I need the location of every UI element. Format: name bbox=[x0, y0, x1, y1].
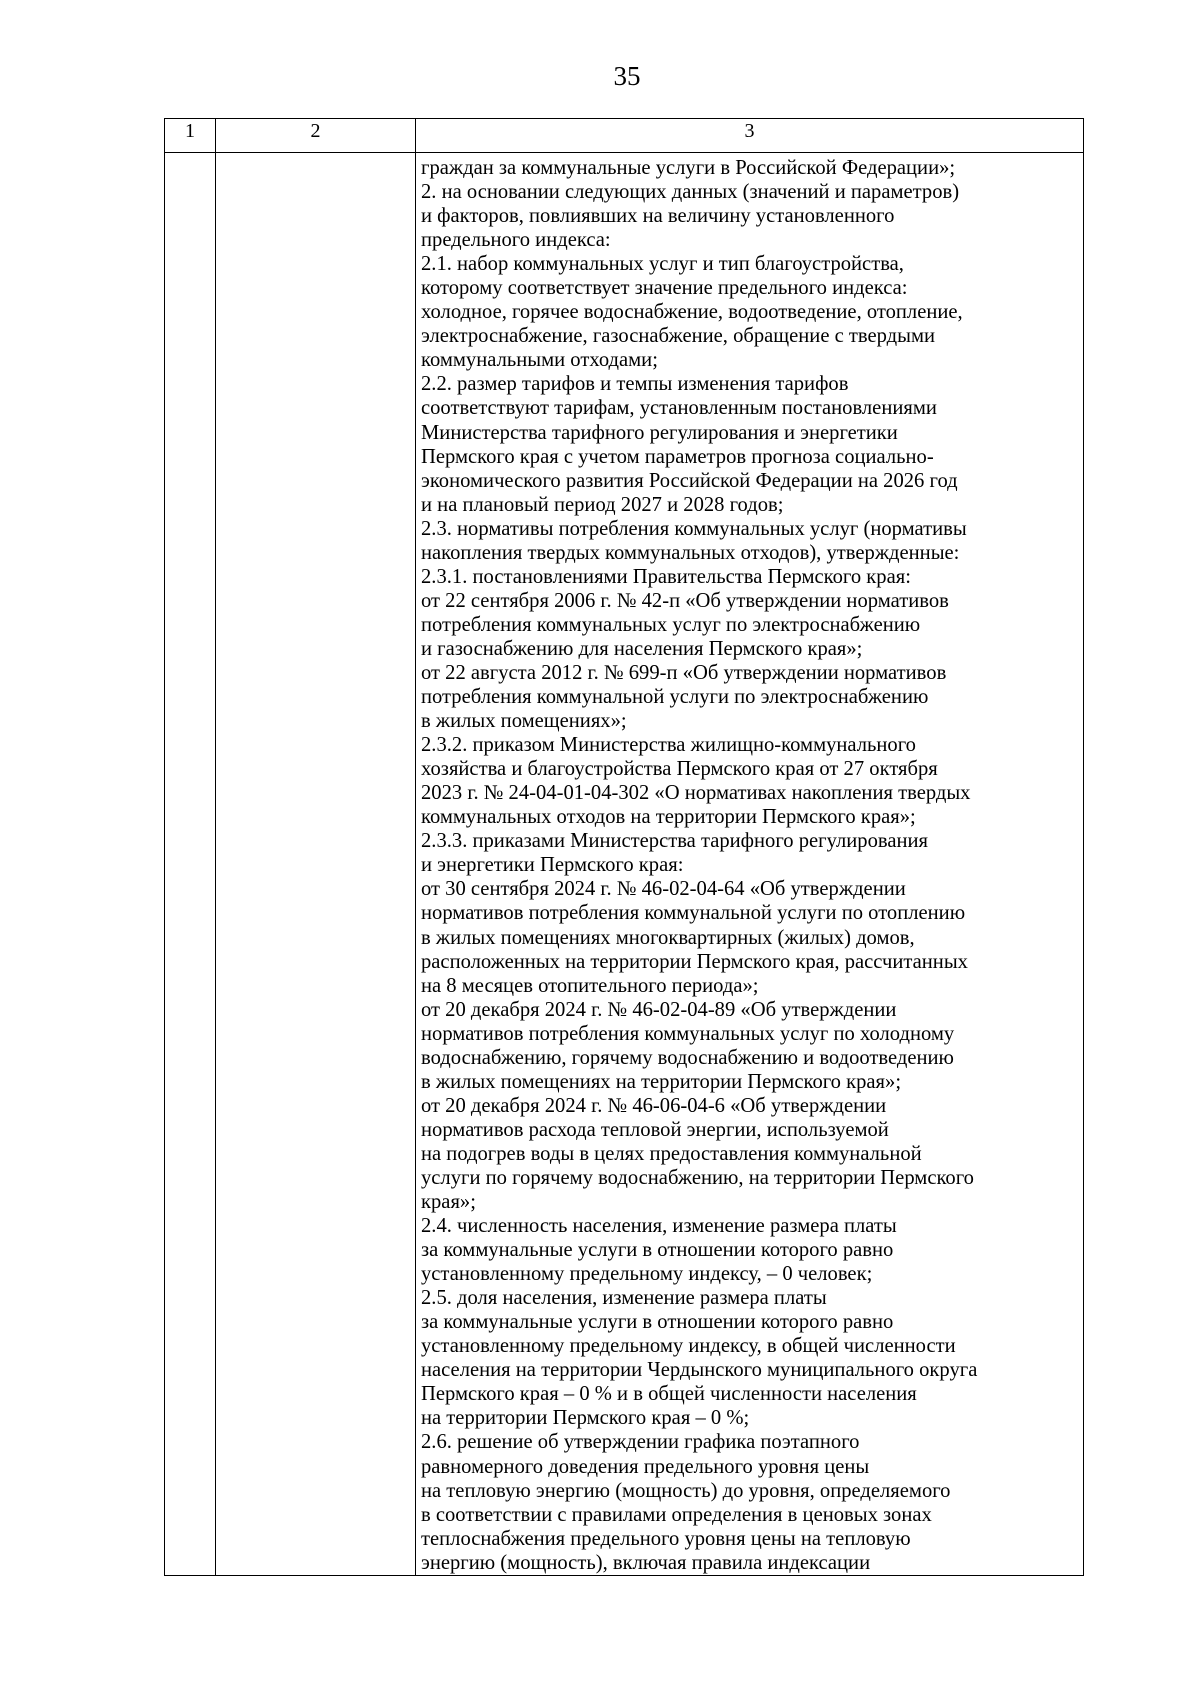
text-line: соответствуют тарифам, установленным постановлениями bbox=[421, 397, 937, 420]
text-line: за коммунальные услуги в отношении которого равно bbox=[421, 1311, 894, 1334]
text-line: края»; bbox=[421, 1191, 476, 1214]
text-line: коммунальных отходов на территории Пермского края»; bbox=[421, 806, 916, 829]
text-line: от 20 декабря 2024 г. № 46-02-04-89 «Об утверждении bbox=[421, 998, 897, 1021]
text-line: холодное, горячее водоснабжение, водоотведение, отопление, bbox=[421, 301, 963, 324]
text-line: 2023 г. № 24-04-01-04-302 «О нормативах накопления твердых bbox=[421, 782, 971, 805]
text-line: от 22 августа 2012 г. № 699-п «Об утверждении нормативов bbox=[421, 661, 947, 684]
text-line: услуги по горячему водоснабжению, на территории Пермского bbox=[421, 1166, 974, 1189]
text-line: на подогрев воды в целях предоставления коммунальной bbox=[421, 1142, 922, 1165]
text-line: от 22 сентября 2006 г. № 42-п «Об утверждении нормативов bbox=[421, 589, 949, 612]
text-line: 2.3.3. приказами Министерства тарифного регулирования bbox=[421, 830, 928, 853]
text-line: за коммунальные услуги в отношении которого равно bbox=[421, 1239, 894, 1262]
text-line: от 30 сентября 2024 г. № 46-02-04-64 «Об утверждении bbox=[421, 878, 906, 901]
column-header-3: 3 bbox=[416, 119, 1084, 153]
cell-column-1 bbox=[165, 153, 216, 1576]
text-line: в жилых помещениях на территории Пермского края»; bbox=[421, 1070, 902, 1093]
text-line: энергию (мощность), включая правила индексации bbox=[421, 1551, 871, 1574]
text-line: коммунальными отходами; bbox=[421, 349, 658, 372]
text-line: Министерства тарифного регулирования и энергетики bbox=[421, 421, 898, 444]
text-line: и факторов, повлиявших на величину установленного bbox=[421, 205, 895, 228]
text-line: и энергетики Пермского края: bbox=[421, 854, 684, 877]
text-line: Пермского края – 0 % и в общей численности населения bbox=[421, 1383, 917, 1406]
text-line: электроснабжение, газоснабжение, обращение с твердыми bbox=[421, 325, 936, 348]
text-line: в жилых помещениях»; bbox=[421, 710, 627, 733]
text-line: предельного индекса: bbox=[421, 229, 611, 252]
text-line: на тепловую энергию (мощность) до уровня, определяемого bbox=[421, 1479, 951, 1502]
text-line: водоснабжению, горячему водоснабжению и водоотведению bbox=[421, 1046, 954, 1069]
text-line: в соответствии с правилами определения в ценовых зонах bbox=[421, 1503, 932, 1526]
text-line: экономического развития Российской Федерации на 2026 год bbox=[421, 469, 958, 492]
cell-column-2 bbox=[216, 153, 416, 1576]
text-line: на территории Пермского края – 0 %; bbox=[421, 1407, 750, 1430]
text-line: равномерного доведения предельного уровня цены bbox=[421, 1455, 870, 1478]
text-line: на 8 месяцев отопительного периода»; bbox=[421, 974, 759, 997]
text-line: в жилых помещениях многоквартирных (жилых) домов, bbox=[421, 926, 915, 949]
text-line: 2.2. размер тарифов и темпы изменения тарифов bbox=[421, 373, 849, 396]
text-line: 2. на основании следующих данных (значений и параметров) bbox=[421, 181, 960, 204]
text-line: от 20 декабря 2024 г. № 46-06-04-6 «Об утверждении bbox=[421, 1094, 887, 1117]
document-table bbox=[164, 118, 1084, 1576]
text-line: и газоснабжению для населения Пермского края»; bbox=[421, 637, 863, 660]
text-line: которому соответствует значение предельного индекса: bbox=[421, 277, 908, 300]
text-line: Пермского края с учетом параметров прогноза социально- bbox=[421, 445, 934, 468]
text-line: расположенных на территории Пермского края, рассчитанных bbox=[421, 950, 968, 973]
text-line: 2.3.2. приказом Министерства жилищно-коммунального bbox=[421, 734, 916, 757]
column-header-1: 1 bbox=[165, 119, 216, 153]
text-line: нормативов потребления коммунальной услуги по отоплению bbox=[421, 902, 966, 925]
text-line: теплоснабжения предельного уровня цены на тепловую bbox=[421, 1527, 911, 1550]
text-line: граждан за коммунальные услуги в Российской Федерации»; bbox=[421, 157, 956, 179]
text-line: установленному предельному индексу, в общей численности bbox=[421, 1335, 956, 1358]
text-line: населения на территории Чердынского муниципального округа bbox=[421, 1359, 978, 1382]
text-line: потребления коммунальной услуги по электроснабжению bbox=[421, 686, 929, 709]
text-line: 2.1. набор коммунальных услуг и тип благоустройства, bbox=[421, 253, 904, 276]
text-line: 2.3.1. постановлениями Правительства Пермского края: bbox=[421, 565, 911, 588]
column-header-2: 2 bbox=[216, 119, 416, 153]
text-line: 2.6. решение об утверждении графика поэтапного bbox=[421, 1431, 860, 1454]
text-line: нормативов потребления коммунальных услуг по холодному bbox=[421, 1022, 955, 1045]
text-line: потребления коммунальных услуг по электроснабжению bbox=[421, 613, 921, 636]
text-line: 2.4. численность населения, изменение размера платы bbox=[421, 1215, 897, 1238]
table-row bbox=[165, 153, 1084, 1576]
cell-column-3 bbox=[416, 153, 1084, 1576]
text-line: и на плановый период 2027 и 2028 годов; bbox=[421, 493, 784, 516]
text-line: 2.3. нормативы потребления коммунальных услуг (нормативы bbox=[421, 517, 967, 540]
text-line: накопления твердых коммунальных отходов), утвержденные: bbox=[421, 541, 960, 564]
table-header-row bbox=[165, 119, 1084, 153]
page-number: 35 bbox=[613, 61, 641, 91]
text-line: нормативов расхода тепловой энергии, используемой bbox=[421, 1118, 889, 1141]
text-line: 2.5. доля населения, изменение размера платы bbox=[421, 1287, 827, 1310]
text-line: установленному предельному индексу, – 0 человек; bbox=[421, 1263, 873, 1286]
text-line: хозяйства и благоустройства Пермского края от 27 октября bbox=[421, 758, 938, 781]
